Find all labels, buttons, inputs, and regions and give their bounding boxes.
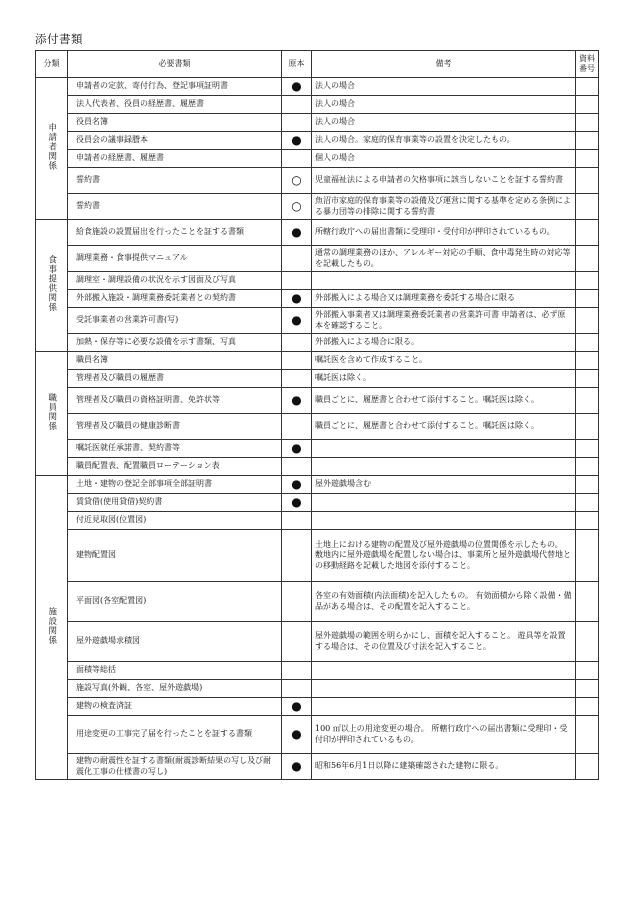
notes-cell: 屋外遊戯場の範囲を明らかにし、面積を記入すること。 遊具等を設置する場合は、その位置及び寸法を記入すること。 — [312, 622, 576, 662]
table-row — [36, 308, 599, 334]
number-cell — [576, 334, 599, 352]
category-cell — [36, 476, 68, 780]
document-cell: 外部搬入施設・調理業務委託業者との契約書 — [68, 290, 282, 308]
original-mark: ● — [282, 290, 312, 308]
table-row — [36, 96, 599, 114]
number-cell — [576, 220, 599, 246]
notes-cell: 魚沼市家庭的保育事業等の設備及び運営に関する基準を定める条例による暴力団等の排除に関する誓約書 — [312, 194, 576, 220]
notes-cell: 法人の場合 — [312, 78, 576, 96]
number-cell — [576, 168, 599, 194]
document-cell: 調理業務・食事提供マニュアル — [68, 246, 282, 272]
table-row — [36, 716, 599, 754]
document-cell: 施設写真(外観、各室、屋外遊戯場) — [68, 680, 282, 698]
table-row — [36, 512, 599, 530]
category-cell — [36, 220, 68, 352]
notes-cell — [312, 662, 576, 680]
notes-cell: 通常の調理業務のほか、アレルギー対応の手順、食中毒発生時の対応等を記載したもの。 — [312, 246, 576, 272]
table-row — [36, 246, 599, 272]
attachments-table — [35, 50, 599, 780]
original-mark — [282, 458, 312, 476]
original-mark — [282, 334, 312, 352]
original-mark — [282, 530, 312, 582]
document-cell: 役員名簿 — [68, 114, 282, 132]
header-original: 原本 — [282, 51, 312, 78]
notes-cell — [312, 272, 576, 290]
original-mark — [282, 150, 312, 168]
document-cell: 平面図(各室配置図) — [68, 582, 282, 622]
document-cell: 調理室・調理設備の状況を示す図面及び写真 — [68, 272, 282, 290]
table-row — [36, 476, 599, 494]
document-cell: 管理者及び職員の健康診断書 — [68, 414, 282, 440]
document-cell: 土地・建物の登記全部事項全部証明書 — [68, 476, 282, 494]
original-mark: ● — [282, 754, 312, 780]
number-cell — [576, 680, 599, 698]
table-row — [36, 680, 599, 698]
category-label: 職員関係 — [46, 392, 57, 431]
category-cell — [36, 352, 68, 476]
original-mark: ● — [282, 440, 312, 458]
category-label: 申請者関係 — [46, 123, 57, 171]
number-cell — [576, 476, 599, 494]
table-row — [36, 582, 599, 622]
table-row — [36, 698, 599, 716]
original-mark: ● — [282, 388, 312, 414]
notes-cell: 昭和56年6月1日以降に建築確認された建物に限る。 — [312, 754, 576, 780]
document-cell: 屋外遊戯場求積図 — [68, 622, 282, 662]
number-cell — [576, 662, 599, 680]
document-cell: 付近見取図(位置図) — [68, 512, 282, 530]
header-row — [36, 51, 599, 78]
original-mark: ● — [282, 308, 312, 334]
original-mark: ○ — [282, 194, 312, 220]
document-cell: 法人代表者、役員の経歴書、履歴書 — [68, 96, 282, 114]
number-cell — [576, 388, 599, 414]
notes-cell: 嘱託医を含めて作成すること。 — [312, 352, 576, 370]
table-body — [36, 78, 599, 780]
document-cell: 給食施設の設置届出を行ったことを証する書類 — [68, 220, 282, 246]
notes-cell: 法人の場合 — [312, 96, 576, 114]
number-cell — [576, 78, 599, 96]
number-cell — [576, 96, 599, 114]
table-row — [36, 132, 599, 150]
number-cell — [576, 132, 599, 150]
category-label: 施設関係 — [46, 606, 57, 645]
category-cell — [36, 78, 68, 220]
table-row — [36, 370, 599, 388]
table-row — [36, 290, 599, 308]
number-cell — [576, 370, 599, 388]
table-row — [36, 662, 599, 680]
number-cell — [576, 698, 599, 716]
number-cell — [576, 512, 599, 530]
header-notes: 備考 — [312, 51, 576, 78]
original-mark — [282, 272, 312, 290]
original-mark: ● — [282, 78, 312, 96]
original-mark: ● — [282, 716, 312, 754]
notes-cell — [312, 512, 576, 530]
notes-cell — [312, 458, 576, 476]
document-cell: 嘱託医就任承諾書、契約書等 — [68, 440, 282, 458]
number-cell — [576, 114, 599, 132]
notes-cell: 外部搬入による場合又は調理業務を委託する場合に限る — [312, 290, 576, 308]
notes-cell: 外部搬入による場合に限る。 — [312, 334, 576, 352]
notes-cell: 100 ㎡以上の用途変更の場合。 所轄行政庁への届出書類に受理印・受付印が押印されているもの。 — [312, 716, 576, 754]
table-row — [36, 414, 599, 440]
notes-cell: 個人の場合 — [312, 150, 576, 168]
number-cell — [576, 352, 599, 370]
number-cell — [576, 754, 599, 780]
number-cell — [576, 494, 599, 512]
document-cell: 面積等総括 — [68, 662, 282, 680]
table-row — [36, 494, 599, 512]
original-mark: ○ — [282, 168, 312, 194]
notes-cell: 職員ごとに、履歴書と合わせて添付すること。嘱託医は除く。 — [312, 414, 576, 440]
page-title: 添付書類 — [35, 32, 83, 46]
document-cell: 職員配置表、配置職員ローテーション表 — [68, 458, 282, 476]
original-mark — [282, 114, 312, 132]
number-cell — [576, 414, 599, 440]
number-cell — [576, 290, 599, 308]
original-mark — [282, 680, 312, 698]
document-cell: 建物配置図 — [68, 530, 282, 582]
number-cell — [576, 440, 599, 458]
table-row — [36, 114, 599, 132]
table-row — [36, 530, 599, 582]
notes-cell — [312, 494, 576, 512]
document-cell: 誓約書 — [68, 194, 282, 220]
notes-cell — [312, 680, 576, 698]
original-mark — [282, 512, 312, 530]
document-cell: 建物の検査済証 — [68, 698, 282, 716]
number-cell — [576, 716, 599, 754]
original-mark: ● — [282, 476, 312, 494]
table-row — [36, 168, 599, 194]
original-mark: ● — [282, 132, 312, 150]
table-row — [36, 150, 599, 168]
document-cell: 管理者及び職員の履歴書 — [68, 370, 282, 388]
table-row — [36, 352, 599, 370]
table-row — [36, 220, 599, 246]
notes-cell: 各室の有効面積(内法面積)を記入したもの。 有効面積から除く設備・備品がある場合は、その配置を記入すること。 — [312, 582, 576, 622]
number-cell — [576, 246, 599, 272]
document-cell: 職員名簿 — [68, 352, 282, 370]
notes-cell: 職員ごとに、履歴書と合わせて添付すること。嘱託医は除く。 — [312, 388, 576, 414]
original-mark: ● — [282, 220, 312, 246]
original-mark: ● — [282, 494, 312, 512]
document-cell: 管理者及び職員の資格証明書、免許状等 — [68, 388, 282, 414]
header-category: 分類 — [36, 51, 68, 78]
document-cell: 誓約書 — [68, 168, 282, 194]
notes-cell: 外部搬入事業者又は調理業務委託業者の営業許可書 申請者は、必ず原本を確認すること。 — [312, 308, 576, 334]
original-mark — [282, 96, 312, 114]
notes-cell — [312, 698, 576, 716]
number-cell — [576, 530, 599, 582]
notes-cell: 土地上における建物の配置及び屋外遊戯場の位置関係を示したもの。 敷地内に屋外遊戯場を配置しない場合は、事業所と屋外遊戯場代替地との移動経路を記載した地図を添付すること。 — [312, 530, 576, 582]
table-row — [36, 440, 599, 458]
number-cell — [576, 194, 599, 220]
document-cell: 用途変更の工事完了届を行ったことを証する書類 — [68, 716, 282, 754]
number-cell — [576, 582, 599, 622]
document-cell: 加熱・保存等に必要な設備を示す書類、写真 — [68, 334, 282, 352]
document-cell: 建物の耐震性を証する書類(耐震診断結果の写し及び耐震化工事の仕様書の写し) — [68, 754, 282, 780]
notes-cell: 法人の場合。家庭的保育事業等の設置を決定したもの。 — [312, 132, 576, 150]
notes-cell: 所轄行政庁への届出書類に受理印・受付印が押印されているもの。 — [312, 220, 576, 246]
original-mark: ● — [282, 698, 312, 716]
notes-cell: 嘱託医は除く。 — [312, 370, 576, 388]
notes-cell: 児童福祉法による申請者の欠格事項に該当しないことを証する誓約書 — [312, 168, 576, 194]
document-cell: 受託事業者の営業許可書(写) — [68, 308, 282, 334]
number-cell — [576, 458, 599, 476]
table-row — [36, 78, 599, 96]
original-mark — [282, 246, 312, 272]
document-cell: 申請者の経歴書、履歴書 — [68, 150, 282, 168]
table-row — [36, 388, 599, 414]
table-row — [36, 194, 599, 220]
number-cell — [576, 308, 599, 334]
table-row — [36, 458, 599, 476]
header-number: 資料番号 — [576, 51, 599, 78]
header-document: 必要書類 — [68, 51, 282, 78]
original-mark — [282, 622, 312, 662]
document-cell: 申請者の定款、寄付行為、登記事項証明書 — [68, 78, 282, 96]
number-cell — [576, 622, 599, 662]
notes-cell: 屋外遊戯場含む — [312, 476, 576, 494]
table-row — [36, 754, 599, 780]
notes-cell — [312, 440, 576, 458]
table-row — [36, 272, 599, 290]
original-mark — [282, 352, 312, 370]
document-cell: 役員会の議事録謄本 — [68, 132, 282, 150]
document-cell: 賃貸借(使用貸借)契約書 — [68, 494, 282, 512]
original-mark — [282, 414, 312, 440]
notes-cell: 法人の場合 — [312, 114, 576, 132]
number-cell — [576, 272, 599, 290]
original-mark — [282, 370, 312, 388]
category-label: 食事提供関係 — [46, 255, 57, 313]
table-row — [36, 622, 599, 662]
original-mark — [282, 662, 312, 680]
table-row — [36, 334, 599, 352]
original-mark — [282, 582, 312, 622]
number-cell — [576, 150, 599, 168]
